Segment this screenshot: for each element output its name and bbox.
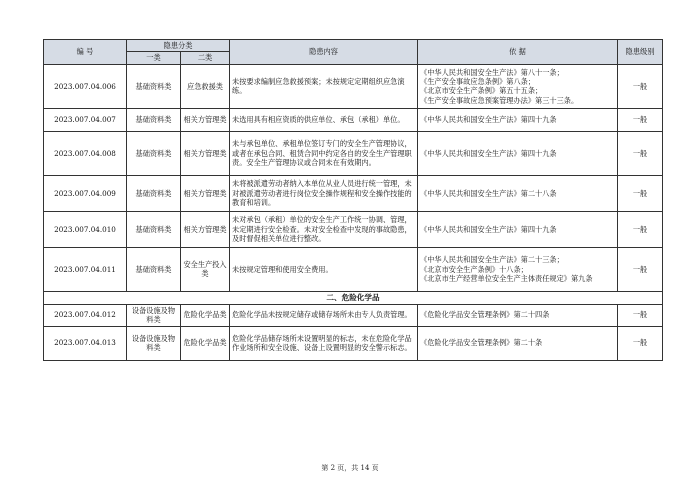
cell-content: 危险化学品储存场所未设置明显的标志，未在危险化学品作业场所和安全设施、设备上设置明显的安全警示标志。 bbox=[230, 326, 418, 360]
table-row bbox=[44, 247, 663, 291]
cell-id: 2023.007.04.012 bbox=[44, 304, 127, 326]
cell-id: 2023.007.04.008 bbox=[44, 131, 127, 175]
page-footer: 第 2 页，共 14 页 bbox=[321, 464, 379, 472]
cell-content: 未按要求编制应急救援预案；未按规定定期组织应急演练。 bbox=[230, 64, 418, 108]
cell-level: 一般 bbox=[618, 175, 663, 211]
table-header bbox=[44, 40, 663, 65]
table-body-basic bbox=[44, 64, 663, 291]
table-row bbox=[44, 326, 663, 360]
header-level: 隐患级别 bbox=[618, 40, 663, 65]
cell-cat2: 应急救援类 bbox=[181, 64, 230, 108]
basis-line: 《危险化学品安全管理条例》第二十四条 bbox=[420, 310, 550, 320]
cell-level: 一般 bbox=[618, 247, 663, 291]
cell-id: 2023.007.04.007 bbox=[44, 108, 127, 131]
basis-line: 《北京市生产经营单位安全生产主体责任规定》第九条 bbox=[420, 273, 593, 283]
cell-level: 一般 bbox=[618, 108, 663, 131]
header-cat1: 一类 bbox=[127, 52, 181, 64]
cell-basis bbox=[418, 304, 618, 326]
cell-cat2: 危险化学品类 bbox=[181, 326, 230, 360]
table-section bbox=[44, 291, 663, 304]
cell-cat1: 基础资料类 bbox=[127, 211, 181, 247]
basis-line: 《中华人民共和国安全生产法》第四十九条 bbox=[420, 148, 557, 158]
hazard-table bbox=[43, 39, 663, 361]
cell-id: 2023.007.04.011 bbox=[44, 247, 127, 291]
cell-cat2: 相关方管理类 bbox=[181, 211, 230, 247]
cell-level: 一般 bbox=[618, 211, 663, 247]
basis-line: 《生产安全事故应急预案管理办法》第三十三条。 bbox=[420, 95, 579, 105]
cell-level: 一般 bbox=[618, 131, 663, 175]
basis-line: 《中华人民共和国安全生产法》第八十一条； bbox=[420, 67, 564, 77]
basis-line: 《危险化学品安全管理条例》第二十条 bbox=[420, 338, 543, 348]
cell-basis bbox=[418, 326, 618, 360]
basis-line: 《中华人民共和国安全生产法》第四十九条 bbox=[420, 224, 557, 234]
cell-cat2: 危险化学品类 bbox=[181, 304, 230, 326]
cell-level: 一般 bbox=[618, 304, 663, 326]
basis-line: 《中华人民共和国安全生产法》第二十三条； bbox=[420, 255, 564, 265]
table-row bbox=[44, 131, 663, 175]
header-content: 隐患内容 bbox=[230, 40, 418, 65]
cell-basis bbox=[418, 247, 618, 291]
header-category: 隐患分类 bbox=[127, 40, 230, 52]
cell-cat1: 基础资料类 bbox=[127, 108, 181, 131]
table-body-chemicals bbox=[44, 304, 663, 360]
header-cat2: 二类 bbox=[181, 52, 230, 64]
cell-cat2: 安全生产投入类 bbox=[181, 247, 230, 291]
cell-cat1: 基础资料类 bbox=[127, 175, 181, 211]
section-title: 二、危险化学品 bbox=[44, 291, 663, 304]
cell-content: 未与承包单位、承租单位签订专门的安全生产管理协议，或者在承包合同、租赁合同中约定各自的安全生产管理职责。安全生产管理协议或合同未在有效期内。 bbox=[230, 131, 418, 175]
cell-level: 一般 bbox=[618, 326, 663, 360]
cell-cat1: 基础资料类 bbox=[127, 64, 181, 108]
cell-cat1: 基础资料类 bbox=[127, 131, 181, 175]
cell-cat2: 相关方管理类 bbox=[181, 131, 230, 175]
basis-line: 《生产安全事故应急条例》第八条； bbox=[420, 76, 536, 86]
basis-line: 《中华人民共和国安全生产法》第四十九条 bbox=[420, 115, 557, 125]
cell-cat1: 设备设施及物料类 bbox=[127, 304, 181, 326]
cell-content: 未对承包（承租）单位的安全生产工作统一协调、管理，未定期进行安全检查。未对安全检查中发现的事故隐患，及时督促相关单位进行整改。 bbox=[230, 211, 418, 247]
cell-basis bbox=[418, 131, 618, 175]
table-row bbox=[44, 108, 663, 131]
cell-id: 2023.007.04.009 bbox=[44, 175, 127, 211]
cell-id: 2023.007.04.013 bbox=[44, 326, 127, 360]
cell-cat2: 相关方管理类 bbox=[181, 175, 230, 211]
header-id: 编 号 bbox=[44, 40, 127, 65]
basis-line: 《北京市安全生产条例》第五十五条； bbox=[420, 86, 543, 96]
cell-cat1: 设备设施及物料类 bbox=[127, 326, 181, 360]
cell-basis bbox=[418, 175, 618, 211]
cell-content: 危险化学品未按规定储存或储存场所未由专人负责管理。 bbox=[230, 304, 418, 326]
cell-level: 一般 bbox=[618, 64, 663, 108]
header-basis: 依 据 bbox=[418, 40, 618, 65]
cell-cat2: 相关方管理类 bbox=[181, 108, 230, 131]
basis-line: 《中华人民共和国安全生产法》第二十八条 bbox=[420, 188, 557, 198]
table-row bbox=[44, 64, 663, 108]
cell-content: 未将被派遣劳动者纳入本单位从业人员进行统一管理，未对被派遣劳动者进行岗位安全操作规程和安全操作技能的教育和培训。 bbox=[230, 175, 418, 211]
table-row bbox=[44, 211, 663, 247]
table-row bbox=[44, 175, 663, 211]
cell-id: 2023.007.04.010 bbox=[44, 211, 127, 247]
cell-basis bbox=[418, 211, 618, 247]
cell-content: 未选用具有相应资质的供应单位、承包（承租）单位。 bbox=[230, 108, 418, 131]
cell-id: 2023.007.04.006 bbox=[44, 64, 127, 108]
cell-content: 未按规定管理和使用安全费用。 bbox=[230, 247, 418, 291]
cell-cat1: 基础资料类 bbox=[127, 247, 181, 291]
cell-basis bbox=[418, 64, 618, 108]
cell-basis bbox=[418, 108, 618, 131]
basis-line: 《北京市安全生产条例》十八条； bbox=[420, 264, 528, 274]
table-row bbox=[44, 304, 663, 326]
